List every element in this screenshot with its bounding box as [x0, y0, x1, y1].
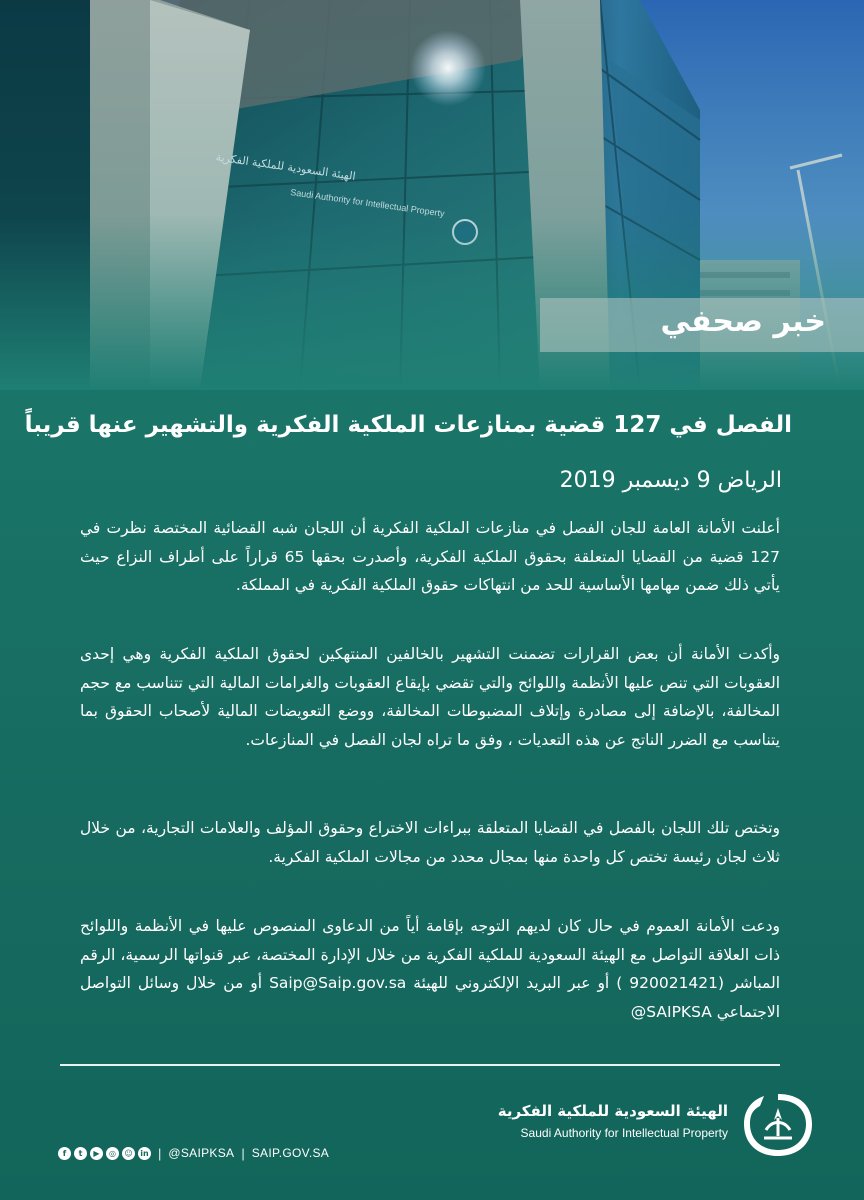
footer-separator: | — [241, 1145, 245, 1161]
hero-photo — [0, 0, 864, 390]
twitter-icon[interactable]: t — [74, 1147, 87, 1160]
footer-divider — [60, 1064, 780, 1066]
instagram-icon[interactable]: ◎ — [106, 1147, 119, 1160]
article-paragraph: وتختص تلك اللجان بالفصل في القضايا المتعلقة ببراءات الاختراع وحقوق المؤلف والعلامات التجارية، من خلال ثلاث لجان رئيسة تختص كل واحدة منها بمجال محدد من مجالات الملكية الفكرية. — [80, 819, 780, 866]
banner-label: خبر صحفي — [660, 304, 826, 339]
youtube-icon[interactable]: ▶ — [90, 1147, 103, 1160]
article-paragraph: أعلنت الأمانة العامة للجان الفصل في منازعات الملكية الفكرية أن اللجان شبه القضائية المختصة نظرت في 127 قضية من القضايا المتعلقة بحقوق الملكية الفكرية، وأصدرت بحقها 65 قراراً على أطراف النزاع حيث يأتي ذلك ضمن مهامها الأساسية للحد من انتهاكات حقوق الملكية الفكرية في المملكة. — [80, 519, 780, 594]
article-paragraph: وأكدت الأمانة أن بعض القرارات تضمنت التشهير بالخالفين المنتهكين لحقوق الملكية الفكرية وهي إحدى العقوبات التي تنص عليها الأنظمة واللوائح والتي تقضي بإيقاع العقوبات والغرامات المالية التي تتناسب مع حجم المخالفة، بالإضافة إلى مصادرة وإتلاف المضبوطات المخالفة، ووضع التعويضات المالية لأصحاب الحقوق بما يتناسب مع الضرر الناتج عن هذه التعديات ، وفق ما تراه لجان الفصل في المنازعات. — [80, 645, 780, 749]
facebook-icon[interactable]: f — [58, 1147, 71, 1160]
saip-emblem-icon — [740, 1090, 816, 1160]
footer-separator: | — [158, 1145, 162, 1161]
saip-logo — [496, 1090, 816, 1160]
press-release-banner — [540, 298, 864, 352]
social-handle[interactable]: @SAIPKSA — [168, 1146, 235, 1160]
social-links — [58, 1145, 329, 1161]
article-headline: الفصل في 127 قضية بمنازعات الملكية الفكرية والتشهير عنها قريباً — [24, 412, 792, 438]
snapchat-icon[interactable]: ☺ — [122, 1147, 135, 1160]
logo-name-en: Saudi Authority for Intellectual Property — [520, 1126, 728, 1140]
linkedin-icon[interactable]: in — [138, 1147, 151, 1160]
website-link[interactable]: SAIP.GOV.SA — [251, 1146, 330, 1160]
logo-name-ar: الهيئة السعودية للملكية الفكرية — [497, 1102, 728, 1120]
article-dateline: الرياض 9 ديسمبر 2019 — [559, 468, 782, 493]
article-paragraph: ودعت الأمانة العموم في حال كان لديهم التوجه بإقامة أياً من الدعاوى المنصوص عليها في الأنظمة واللوائح ذات العلاقة التواصل مع الهيئة السعودية للملكية الفكرية من خلال الإدارة المختصة، عبر قنواتها الرسمية، الرقم المباشر (920021421 ) أو عبر البريد الإلكتروني للهيئة Saip@Saip.gov.sa أو من خلال وسائل التواصل الاجتماعي SAIPKSA@ — [80, 917, 780, 1021]
